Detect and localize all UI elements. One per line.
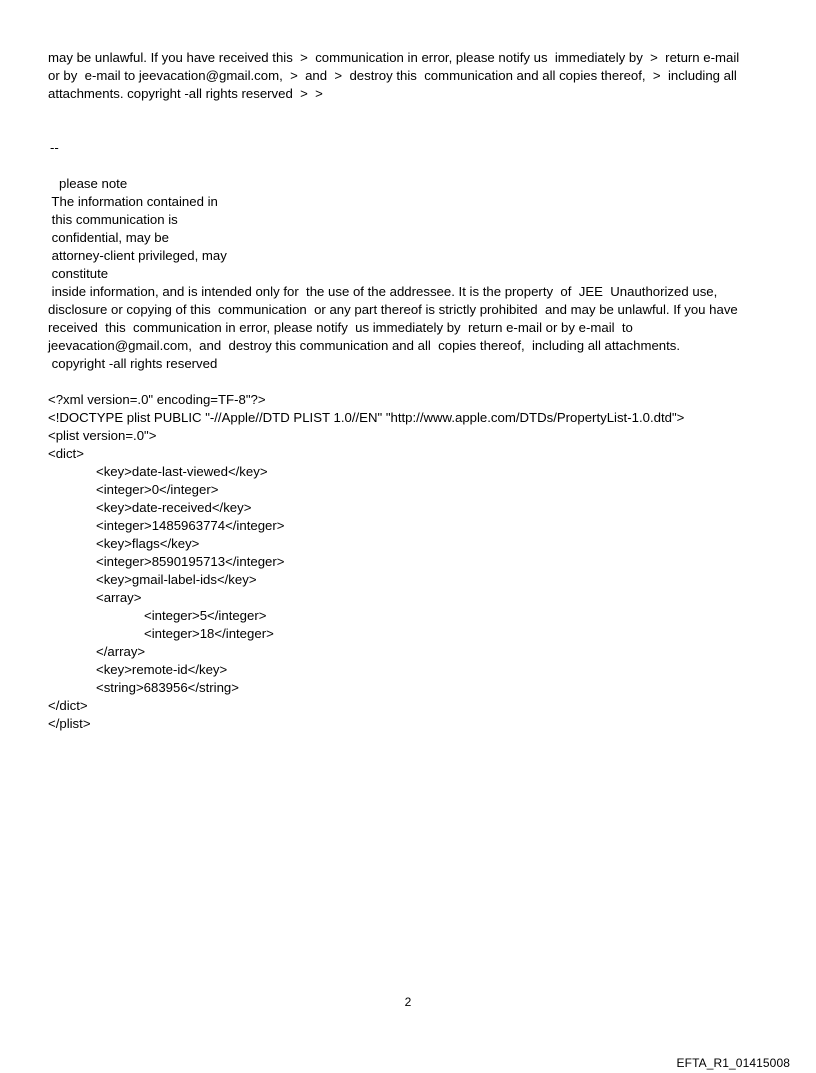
document-id: EFTA_R1_01415008 [676, 1056, 790, 1070]
notice-line: please note [48, 176, 128, 191]
disclaimer-line: attachments. copyright -all rights reserved > > [48, 86, 323, 101]
plist-line: <string>683956</string> [96, 680, 239, 695]
plist-line: </dict> [48, 698, 88, 713]
signature-separator: -- [50, 140, 59, 155]
notice-line: copyright -all rights reserved [48, 356, 218, 371]
plist-line: <key>flags</key> [96, 536, 200, 551]
plist-line: <integer>1485963774</integer> [96, 518, 285, 533]
disclaimer-line: may be unlawful. If you have received this > communication in error, please notify us immediately by > return e-mail [48, 50, 740, 65]
plist-line: <?xml version=.0" encoding=TF-8"?> [48, 392, 266, 407]
notice-line: received this communication in error, please notify us immediately by return e-mail or by e-mail to [48, 320, 633, 335]
notice-line: this communication is [48, 212, 178, 227]
plist-line: <key>date-last-viewed</key> [96, 464, 268, 479]
plist-line: <integer>5</integer> [144, 608, 267, 623]
plist-line: <key>date-received</key> [96, 500, 252, 515]
plist-line: <array> [96, 590, 142, 605]
plist-line: <integer>0</integer> [96, 482, 219, 497]
notice-line: constitute [48, 266, 109, 281]
plist-line: <!DOCTYPE plist PUBLIC "-//Apple//DTD PLIST 1.0//EN" "http://www.apple.com/DTDs/PropertyList-1.0.dtd"> [48, 410, 685, 425]
notice-line: disclosure or copying of this communication or any part thereof is strictly prohibited and may be unlawful. If you have [48, 302, 738, 317]
notice-line: The information contained in [48, 194, 218, 209]
plist-line: <dict> [48, 446, 84, 461]
notice-line: jeevacation@gmail.com, and destroy this communication and all copies thereof, including all attachments. [48, 338, 681, 353]
disclaimer-line: or by e-mail to jeevacation@gmail.com, > and > destroy this communication and all copies thereof, > including all [48, 68, 737, 83]
plist-line: <key>remote-id</key> [96, 662, 228, 677]
notice-line: attorney-client privileged, may [48, 248, 227, 263]
notice-line: confidential, may be [48, 230, 169, 245]
plist-line: <integer>8590195713</integer> [96, 554, 285, 569]
plist-line: </plist> [48, 716, 91, 731]
plist-line: <integer>18</integer> [144, 626, 274, 641]
page-number: 2 [404, 995, 412, 1009]
plist-line: <key>gmail-label-ids</key> [96, 572, 257, 587]
notice-line: inside information, and is intended only for the use of the addressee. It is the property of JEE Unauthorized use, [48, 284, 718, 299]
plist-line: </array> [96, 644, 146, 659]
plist-line: <plist version=.0"> [48, 428, 157, 443]
